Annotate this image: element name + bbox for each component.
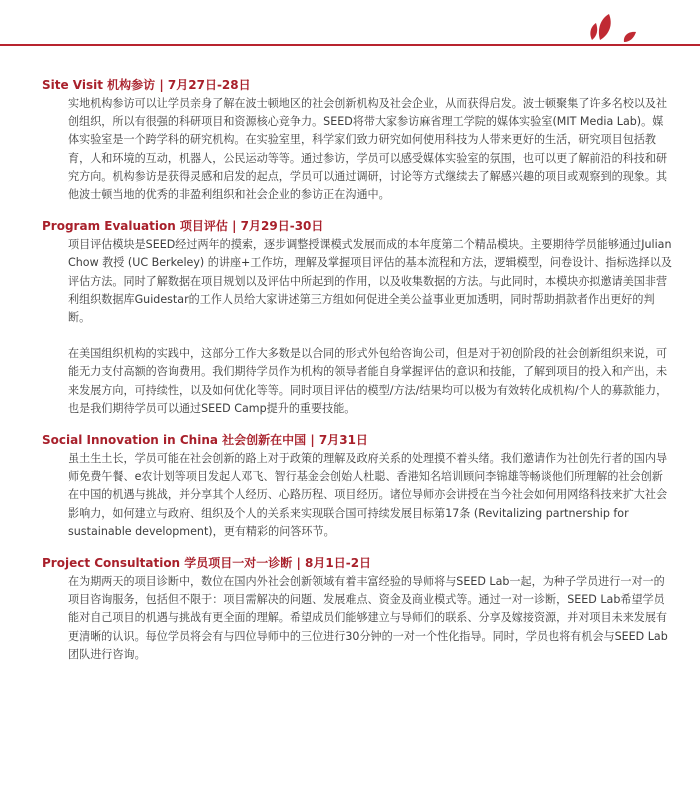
section-title-social-innovation: Social Innovation in China 社会创新在中国 | 7月31日	[42, 433, 368, 448]
paragraph-project-consultation: 在为期两天的项目诊断中，数位在国内外社会创新领域有着丰富经验的导师将与SEED Lab一起，为种子学员进行一对一的项目咨询服务，包括但不限于：项目需解决的问题、发展难点、资金及商业模式等。通过一对一诊断，SEED Lab希望学员能对自己项目的机遇与挑战有更全面的理解。希望成员们能够建立与导师们的联系、分享及嫁接资源，并对项目未来发展有更清晰的认识。每位学员将会有与四位导师中的三位进行30分钟的一对一个性化指导。同时，学员也将有机会与SEED Lab团队进行咨询。	[68, 575, 668, 661]
section-site-visit	[42, 76, 672, 204]
section-title-site-visit: Site Visit 机构参访 | 7月27日-28日	[42, 78, 251, 92]
section-program-evaluation	[42, 217, 672, 418]
header-rule	[0, 44, 700, 46]
document-body	[42, 76, 672, 664]
section-title-program-evaluation: Program Evaluation 项目评估 | 7月29日-30日	[42, 219, 324, 234]
paragraph-program-evaluation-1: 项目评估模块是SEED经过两年的摸索，逐步调整授课模式发展而成的本年度第二个精品模块。主要期待学员能够通过Julian Chow 教授 (UC Berkeley) 的讲座+工作坊，理解及掌握项目评估的基本流程和方法，逻辑模型，问卷设计、指标选择以及评估方法。同时了解数据在项目规划以及评估中所起到的作用，以及收集数据的方法。与此同时，本模块亦拟邀请美国非营利组织数据库Guidestar的工作人员给大家讲述第三方组如何促进全美公益事业更加透明，同时帮助捐款者作出更好的判断。	[68, 238, 672, 325]
paragraph-social-innovation: 虽土生土长，学员可能在社会创新的路上对于政策的理解及政府关系的处理摸不着头绪。我们邀请作为社创先行者的国内导师免费午餐、e农计划等项目发起人邓飞、智行基金会创始人杜聪、香港知名培训顾问李锦雄等畅谈他们所理解的社会创新在中国的机遇与挑战，并分享其个人经历、心路历程、项目经历。诸位导师亦会讲授在当今社会如何用网络科技来扩大社会影响力，如何建立与政府、组织及个人的关系来实现联合国可持续发展目标第17条 (Revitalizing partnership for sustainable development)，更有精彩的问答环节。	[68, 452, 668, 538]
paragraph-site-visit: 实地机构参访可以让学员亲身了解在波士顿地区的社会创新机构及社会企业，从而获得启发。波士顿聚集了许多名校以及社创组织，所以有很强的科研项目和资源核心竞争力。SEED将带大家参访麻省理工学院的媒体实验室(MIT Media Lab)。媒体实验室是一个跨学科的研究机构。在实验室里，科学家们致力研究如何使用科技为人带来更好的生活，研究项目包括教育，人和环境的互动，机器人，公民运动等等。通过参访，学员可以感受媒体实验室的氛围，也可以更了解前沿的科技和研究方向。机构参访是获得灵感和启发的起点，学员可以通过调研，讨论等方式继续去了解感兴趣的项目或观察到的现象。其他波士顿当地的优秀的非盈利组织和社会企业的参访正在沟通中。	[68, 97, 668, 202]
section-social-innovation	[42, 431, 672, 541]
section-project-consultation	[42, 554, 672, 664]
red-leaves-icon	[584, 12, 640, 44]
section-title-project-consultation: Project Consultation 学员项目一对一诊断 | 8月1日-2日	[42, 556, 372, 571]
paragraph-program-evaluation-2: 在美国组织机构的实践中，这部分工作大多数是以合同的形式外包给咨询公司，但是对于初创阶段的社会创新组织来说，可能无力支付高额的咨询费用。我们期待学员作为机构的领导者能自身掌握评估的意识和技能，了解到项目的投入和产出，未来发展方向，可持续性，以及如何优化等等。同时项目评估的模型/方法/结果均可以极为有效转化成机构/个人的募款能力，也是我们期待学员可以通过SEED Camp提升的重要技能。	[68, 347, 668, 415]
